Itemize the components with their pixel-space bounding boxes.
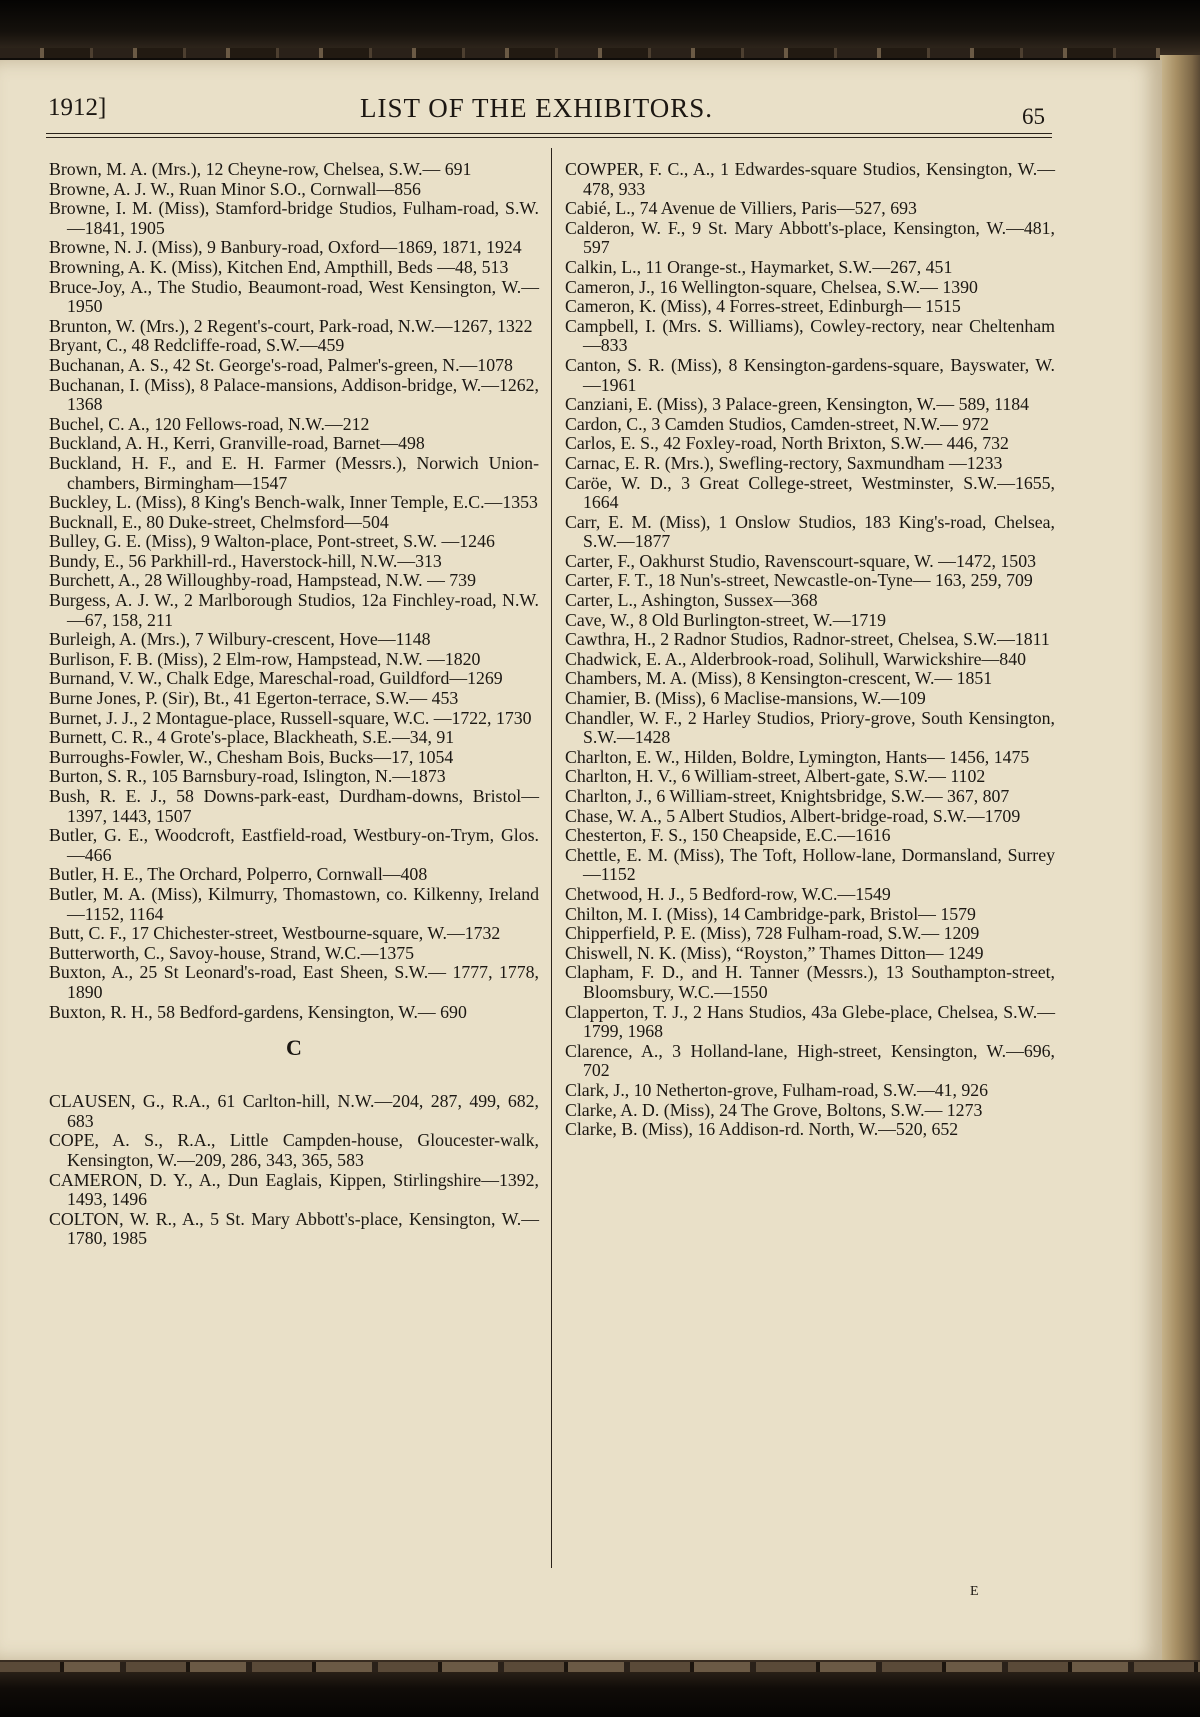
exhibitor-entry [565,415,1055,435]
exhibitor-entry [565,513,1055,552]
column-divider [551,148,552,1568]
exhibitor-entry-text: Cardon, C., 3 Camden Studios, Camden-street, N.W.— 972 [565,413,990,434]
exhibitor-entry-text: Buchel, C. A., 120 Fellows-road, N.W.—212 [49,413,370,434]
exhibitor-entry-text: Carr, E. M. (Miss), 1 Onslow Studios, 183 King's-road, Chelsea, S.W.—1877 [565,511,1055,552]
exhibitor-entry-text: Canziani, E. (Miss), 3 Palace-green, Kensington, W.— 589, 1184 [565,394,1030,415]
left-column [49,160,539,1249]
exhibitor-entry-text: COWPER, F. C., A., 1 Edwardes-square Studios, Kensington, W.—478, 933 [565,159,1055,199]
exhibitor-entry [565,356,1055,395]
exhibitor-entry-text: Calkin, L., 11 Orange-st., Haymarket, S.W.—267, 451 [565,256,953,277]
exhibitor-entry [565,905,1055,925]
exhibitor-entry-text: Clapham, F. D., and H. Tanner (Messrs.), 13 Southampton-street, Bloomsbury, W.C.—1550 [565,962,1055,1002]
exhibitor-entry [49,591,539,630]
exhibitor-entry [49,180,539,200]
exhibitor-entry [49,552,539,572]
exhibitor-entry [49,630,539,650]
exhibitor-entry-text: Burgess, A. J. W., 2 Marlborough Studios, 12a Finchley-road, N.W.—67, 158, 211 [49,590,539,630]
exhibitor-entry [565,552,1055,572]
exhibitor-entry [565,885,1055,905]
exhibitor-entry [565,846,1055,885]
exhibitor-entry-text: Chase, W. A., 5 Albert Studios, Albert-bridge-road, S.W.—1709 [565,805,1021,826]
exhibitor-entry-text: Chamier, B. (Miss), 6 Maclise-mansions, W.—109 [565,688,926,709]
exhibitor-entry-text: Chipperfield, P. E. (Miss), 728 Fulham-road, S.W.— 1209 [565,923,980,944]
exhibitor-entry-text: Caröe, W. D., 3 Great College-street, Westminster, S.W.—1655, 1664 [565,472,1055,513]
exhibitor-entry-text: Canton, S. R. (Miss), 8 Kensington-gardens-square, Bayswater, W.—1961 [565,354,1055,395]
exhibitor-entry [565,826,1055,846]
exhibitor-entry [565,454,1055,474]
exhibitor-entry [565,611,1055,631]
exhibitor-entry [565,395,1055,415]
exhibitor-entry [565,160,1055,199]
exhibitor-entry [49,709,539,729]
exhibitor-entry-text: Buckland, H. F., and E. H. Farmer (Messrs.), Norwich Union-chambers, Birmingham—1547 [49,452,539,493]
book-edge-top-texture [0,48,1160,58]
exhibitor-entry-text: Cabié, L., 74 Avenue de Villiers, Paris—527, 693 [565,198,917,219]
exhibitor-entry [565,1101,1055,1121]
exhibitor-entry-text: COPE, A. S., R.A., Little Campden-house, Gloucester-walk, Kensington, W.—209, 286, 343, 365, 583 [49,1130,539,1170]
exhibitor-entry-text: Buxton, A., 25 St Leonard's-road, East Sheen, S.W.— 1777, 1778, 1890 [49,962,539,1002]
header-rule-double [46,137,1052,138]
header-title: LIST OF THE EXHIBITORS. [360,93,714,123]
exhibitor-entry-text: Cawthra, H., 2 Radnor Studios, Radnor-street, Chelsea, S.W.—1811 [565,629,1050,650]
exhibitor-entry-text: Bruce-Joy, A., The Studio, Beaumont-road, West Kensington, W.—1950 [49,276,539,317]
exhibitor-entry [49,434,539,454]
exhibitor-entry [565,1042,1055,1081]
exhibitor-entry-text: Chilton, M. I. (Miss), 14 Cambridge-park, Bristol— 1579 [565,903,976,924]
page-header [0,60,1160,140]
exhibitor-entry-text: Butterworth, C., Savoy-house, Strand, W.C.—1375 [49,942,415,963]
exhibitor-entry [49,924,539,944]
exhibitor-entry [49,767,539,787]
exhibitor-entry-text: CAMERON, D. Y., A., Dun Eaglais, Kippen, Stirlingshire—1392, 1493, 1496 [49,1169,539,1210]
exhibitor-entry [49,1171,539,1210]
exhibitor-entry-text: Burne Jones, P. (Sir), Bt., 41 Egerton-terrace, S.W.— 453 [49,688,459,709]
exhibitor-entry [49,689,539,709]
exhibitor-entry-text: Carter, F. T., 18 Nun's-street, Newcastle-on-Tyne— 163, 259, 709 [565,570,1033,591]
exhibitor-entry-text: Brown, M. A. (Mrs.), 12 Cheyne-row, Chelsea, S.W.— 691 [49,159,472,179]
exhibitor-entry-text: Carlos, E. S., 42 Foxley-road, North Brixton, S.W.— 446, 732 [565,433,1009,454]
left-entries-c [49,1092,539,1249]
exhibitor-entry-text: Burroughs-Fowler, W., Chesham Bois, Bucks—17, 1054 [49,746,454,767]
exhibitor-entry [565,924,1055,944]
exhibitor-entry-text: Charlton, J., 6 William-street, Knightsbridge, S.W.— 367, 807 [565,786,1010,806]
book-edge-bottom-texture [0,1662,1200,1672]
exhibitor-entry [49,278,539,317]
exhibitor-entry-text: Burton, S. R., 105 Barnsbury-road, Islington, N.—1873 [49,766,446,787]
exhibitor-entry [565,787,1055,807]
exhibitor-entry-text: Burchett, A., 28 Willoughby-road, Hampstead, N.W. — 739 [49,570,476,591]
exhibitor-entry-text: Browne, I. M. (Miss), Stamford-bridge Studios, Fulham-road, S.W.—1841, 1905 [49,198,539,238]
exhibitor-entry-text: CLAUSEN, G., R.A., 61 Carlton-hill, N.W.—204, 287, 499, 682, 683 [49,1091,539,1131]
exhibitor-entry-text: Bush, R. E. J., 58 Downs-park-east, Durdham-downs, Bristol—1397, 1443, 1507 [49,786,539,826]
exhibitor-entry [49,493,539,513]
exhibitor-entry-text: Browne, N. J. (Miss), 9 Banbury-road, Oxford—1869, 1871, 1924 [49,237,522,258]
exhibitor-entry-text: Butt, C. F., 17 Chichester-street, Westbourne-square, W.—1732 [49,923,501,944]
exhibitor-entry [49,865,539,885]
left-entries-b [49,160,539,1022]
exhibitor-entry-text: Butler, G. E., Woodcroft, Eastfield-road, Westbury-on-Trym, Glos.—466 [49,825,539,865]
exhibitor-entry-text: Bryant, C., 48 Redcliffe-road, S.W.—459 [49,335,345,356]
signature-mark: E [970,1584,979,1599]
exhibitor-entry [49,944,539,964]
exhibitor-entry-text: Burleigh, A. (Mrs.), 7 Wilbury-crescent, Hove—1148 [49,629,431,650]
exhibitor-entry-text: Buchanan, I. (Miss), 8 Palace-mansions, Addison-bridge, W.—1262, 1368 [49,374,539,415]
exhibitor-entry [49,571,539,591]
exhibitor-entry-text: Buckland, A. H., Kerri, Granville-road, Barnet—498 [49,433,425,454]
exhibitor-entry [49,532,539,552]
exhibitor-entry-text: Chadwick, E. A., Alderbrook-road, Solihull, Warwickshire—840 [565,648,1026,669]
exhibitor-entry [565,767,1055,787]
exhibitor-entry [49,513,539,533]
exhibitor-entry-text: Browning, A. K. (Miss), Kitchen End, Ampthill, Beds —48, 513 [49,256,509,277]
exhibitor-entry [565,571,1055,591]
header-rule [46,133,1052,134]
exhibitor-entry-text: COLTON, W. R., A., 5 St. Mary Abbott's-place, Kensington, W.—1780, 1985 [49,1208,539,1249]
header-year: 1912] [48,94,107,121]
exhibitor-entry-text: Browne, A. J. W., Ruan Minor S.O., Cornwall—856 [49,178,421,199]
exhibitor-entry [565,963,1055,1002]
exhibitor-entry-text: Carter, F., Oakhurst Studio, Ravenscourt-square, W. —1472, 1503 [565,550,1036,571]
exhibitor-entry-text: Burlison, F. B. (Miss), 2 Elm-row, Hampstead, N.W. —1820 [49,648,481,669]
exhibitor-entry [49,669,539,689]
exhibitor-entry [565,1120,1055,1140]
exhibitor-entry-text: Burnett, C. R., 4 Grote's-place, Blackheath, S.E.—34, 91 [49,727,455,748]
exhibitor-entry [565,219,1055,258]
exhibitor-entry [49,336,539,356]
exhibitor-entry [49,356,539,376]
exhibitor-entry-text: Buckley, L. (Miss), 8 King's Bench-walk, Inner Temple, E.C.—1353 [49,492,538,513]
exhibitor-entry [565,474,1055,513]
exhibitor-entry [49,1003,539,1023]
section-letter: C [286,1035,302,1061]
exhibitor-entry-text: Carnac, E. R. (Mrs.), Swefling-rectory, Saxmundham —1233 [565,452,1003,473]
exhibitor-entry [49,160,539,180]
exhibitor-entry-text: Carter, L., Ashington, Sussex—368 [565,590,818,611]
exhibitor-entry [565,434,1055,454]
exhibitor-entry [49,317,539,337]
exhibitor-entry [565,1081,1055,1101]
right-column [565,160,1055,1140]
exhibitor-entry [49,238,539,258]
exhibitor-entry-text: Campbell, I. (Mrs. S. Williams), Cowley-rectory, near Cheltenham—833 [565,315,1055,356]
exhibitor-entry [49,376,539,415]
exhibitor-entry-text: Brunton, W. (Mrs.), 2 Regent's-court, Park-road, N.W.—1267, 1322 [49,315,533,336]
exhibitor-entry-text: Clark, J., 10 Netherton-grove, Fulham-road, S.W.—41, 926 [565,1079,989,1100]
exhibitor-entry [565,709,1055,748]
exhibitor-entry [565,317,1055,356]
exhibitor-entry-text: Cameron, J., 16 Wellington-square, Chelsea, S.W.— 1390 [565,276,978,297]
exhibitor-entry-text: Butler, M. A. (Miss), Kilmurry, Thomastown, co. Kilkenny, Ireland—1152, 1164 [49,883,539,924]
exhibitor-entry [565,591,1055,611]
exhibitor-entry [49,748,539,768]
exhibitor-entry-text: Chiswell, N. K. (Miss), “Royston,” Thames Ditton— 1249 [565,942,984,963]
exhibitor-entry [49,885,539,924]
exhibitor-entry [565,1003,1055,1042]
exhibitor-entry-text: Bucknall, E., 80 Duke-street, Chelmsford—504 [49,511,389,532]
exhibitor-entry-text: Charlton, H. V., 6 William-street, Albert-gate, S.W.— 1102 [565,766,986,787]
exhibitor-entry [49,1210,539,1249]
exhibitor-entry [49,787,539,826]
exhibitor-entry-text: Cave, W., 8 Old Burlington-street, W.—1719 [565,609,887,630]
exhibitor-entry [49,650,539,670]
exhibitor-entry-text: Cameron, K. (Miss), 4 Forres-street, Edinburgh— 1515 [565,296,961,317]
exhibitor-entry [49,826,539,865]
exhibitor-entry-text: Burnet, J. J., 2 Montague-place, Russell-square, W.C. —1722, 1730 [49,707,532,728]
page [0,60,1162,1660]
exhibitor-entry [565,650,1055,670]
exhibitor-entry [49,1131,539,1170]
exhibitor-entry [565,278,1055,298]
exhibitor-entry [565,199,1055,219]
exhibitor-entry-text: Clarke, B. (Miss), 16 Addison-rd. North, W.—520, 652 [565,1119,959,1140]
exhibitor-entry-text: Chandler, W. F., 2 Harley Studios, Priory-grove, South Kensington, S.W.—1428 [565,707,1055,748]
exhibitor-entry [49,1092,539,1131]
exhibitor-entry-text: Bulley, G. E. (Miss), 9 Walton-place, Pont-street, S.W. —1246 [49,531,495,552]
exhibitor-entry [565,258,1055,278]
right-entries [565,160,1055,1140]
exhibitor-entry-text: Charlton, E. W., Hilden, Boldre, Lymington, Hants— 1456, 1475 [565,746,1030,767]
exhibitor-entry-text: Clapperton, T. J., 2 Hans Studios, 43a Glebe-place, Chelsea, S.W.—1799, 1968 [565,1001,1055,1042]
exhibitor-entry-text: Chetwood, H. J., 5 Bedford-row, W.C.—1549 [565,883,891,904]
exhibitor-entry [565,807,1055,827]
page-number: 65 [1022,104,1045,129]
exhibitor-entry-text: Chettle, E. M. (Miss), The Toft, Hollow-lane, Dormansland, Surrey—1152 [565,844,1055,885]
exhibitor-entry-text: Buxton, R. H., 58 Bedford-gardens, Kensington, W.— 690 [49,1001,467,1022]
exhibitor-entry [49,963,539,1002]
exhibitor-entry-text: Burnand, V. W., Chalk Edge, Mareschal-road, Guildford—1269 [49,668,503,689]
exhibitor-entry-text: Bundy, E., 56 Parkhill-rd., Haverstock-hill, N.W.—313 [49,550,442,571]
exhibitor-entry [49,728,539,748]
exhibitor-entry-text: Clarence, A., 3 Holland-lane, High-street, Kensington, W.—696, 702 [565,1040,1055,1081]
exhibitor-entry-text: Butler, H. E., The Orchard, Polperro, Cornwall—408 [49,864,428,885]
exhibitor-entry [565,689,1055,709]
exhibitor-entry-text: Chesterton, F. S., 150 Cheapside, E.C.—1616 [565,825,891,846]
exhibitor-entry-text: Calderon, W. F., 9 St. Mary Abbott's-place, Kensington, W.—481, 597 [565,217,1055,258]
exhibitor-entry [565,748,1055,768]
exhibitor-entry [565,297,1055,317]
exhibitor-entry [49,199,539,238]
exhibitor-entry [49,454,539,493]
exhibitor-entry [49,258,539,278]
exhibitor-entry-text: Buchanan, A. S., 42 St. George's-road, Palmer's-green, N.—1078 [49,354,513,375]
exhibitor-entry-text: Clarke, A. D. (Miss), 24 The Grove, Boltons, S.W.— 1273 [565,1099,983,1120]
book-spine [1160,55,1200,1665]
exhibitor-entry [565,944,1055,964]
exhibitor-entry-text: Chambers, M. A. (Miss), 8 Kensington-crescent, W.— 1851 [565,668,993,689]
exhibitor-entry [49,415,539,435]
exhibitor-entry [565,669,1055,689]
exhibitor-entry [565,630,1055,650]
